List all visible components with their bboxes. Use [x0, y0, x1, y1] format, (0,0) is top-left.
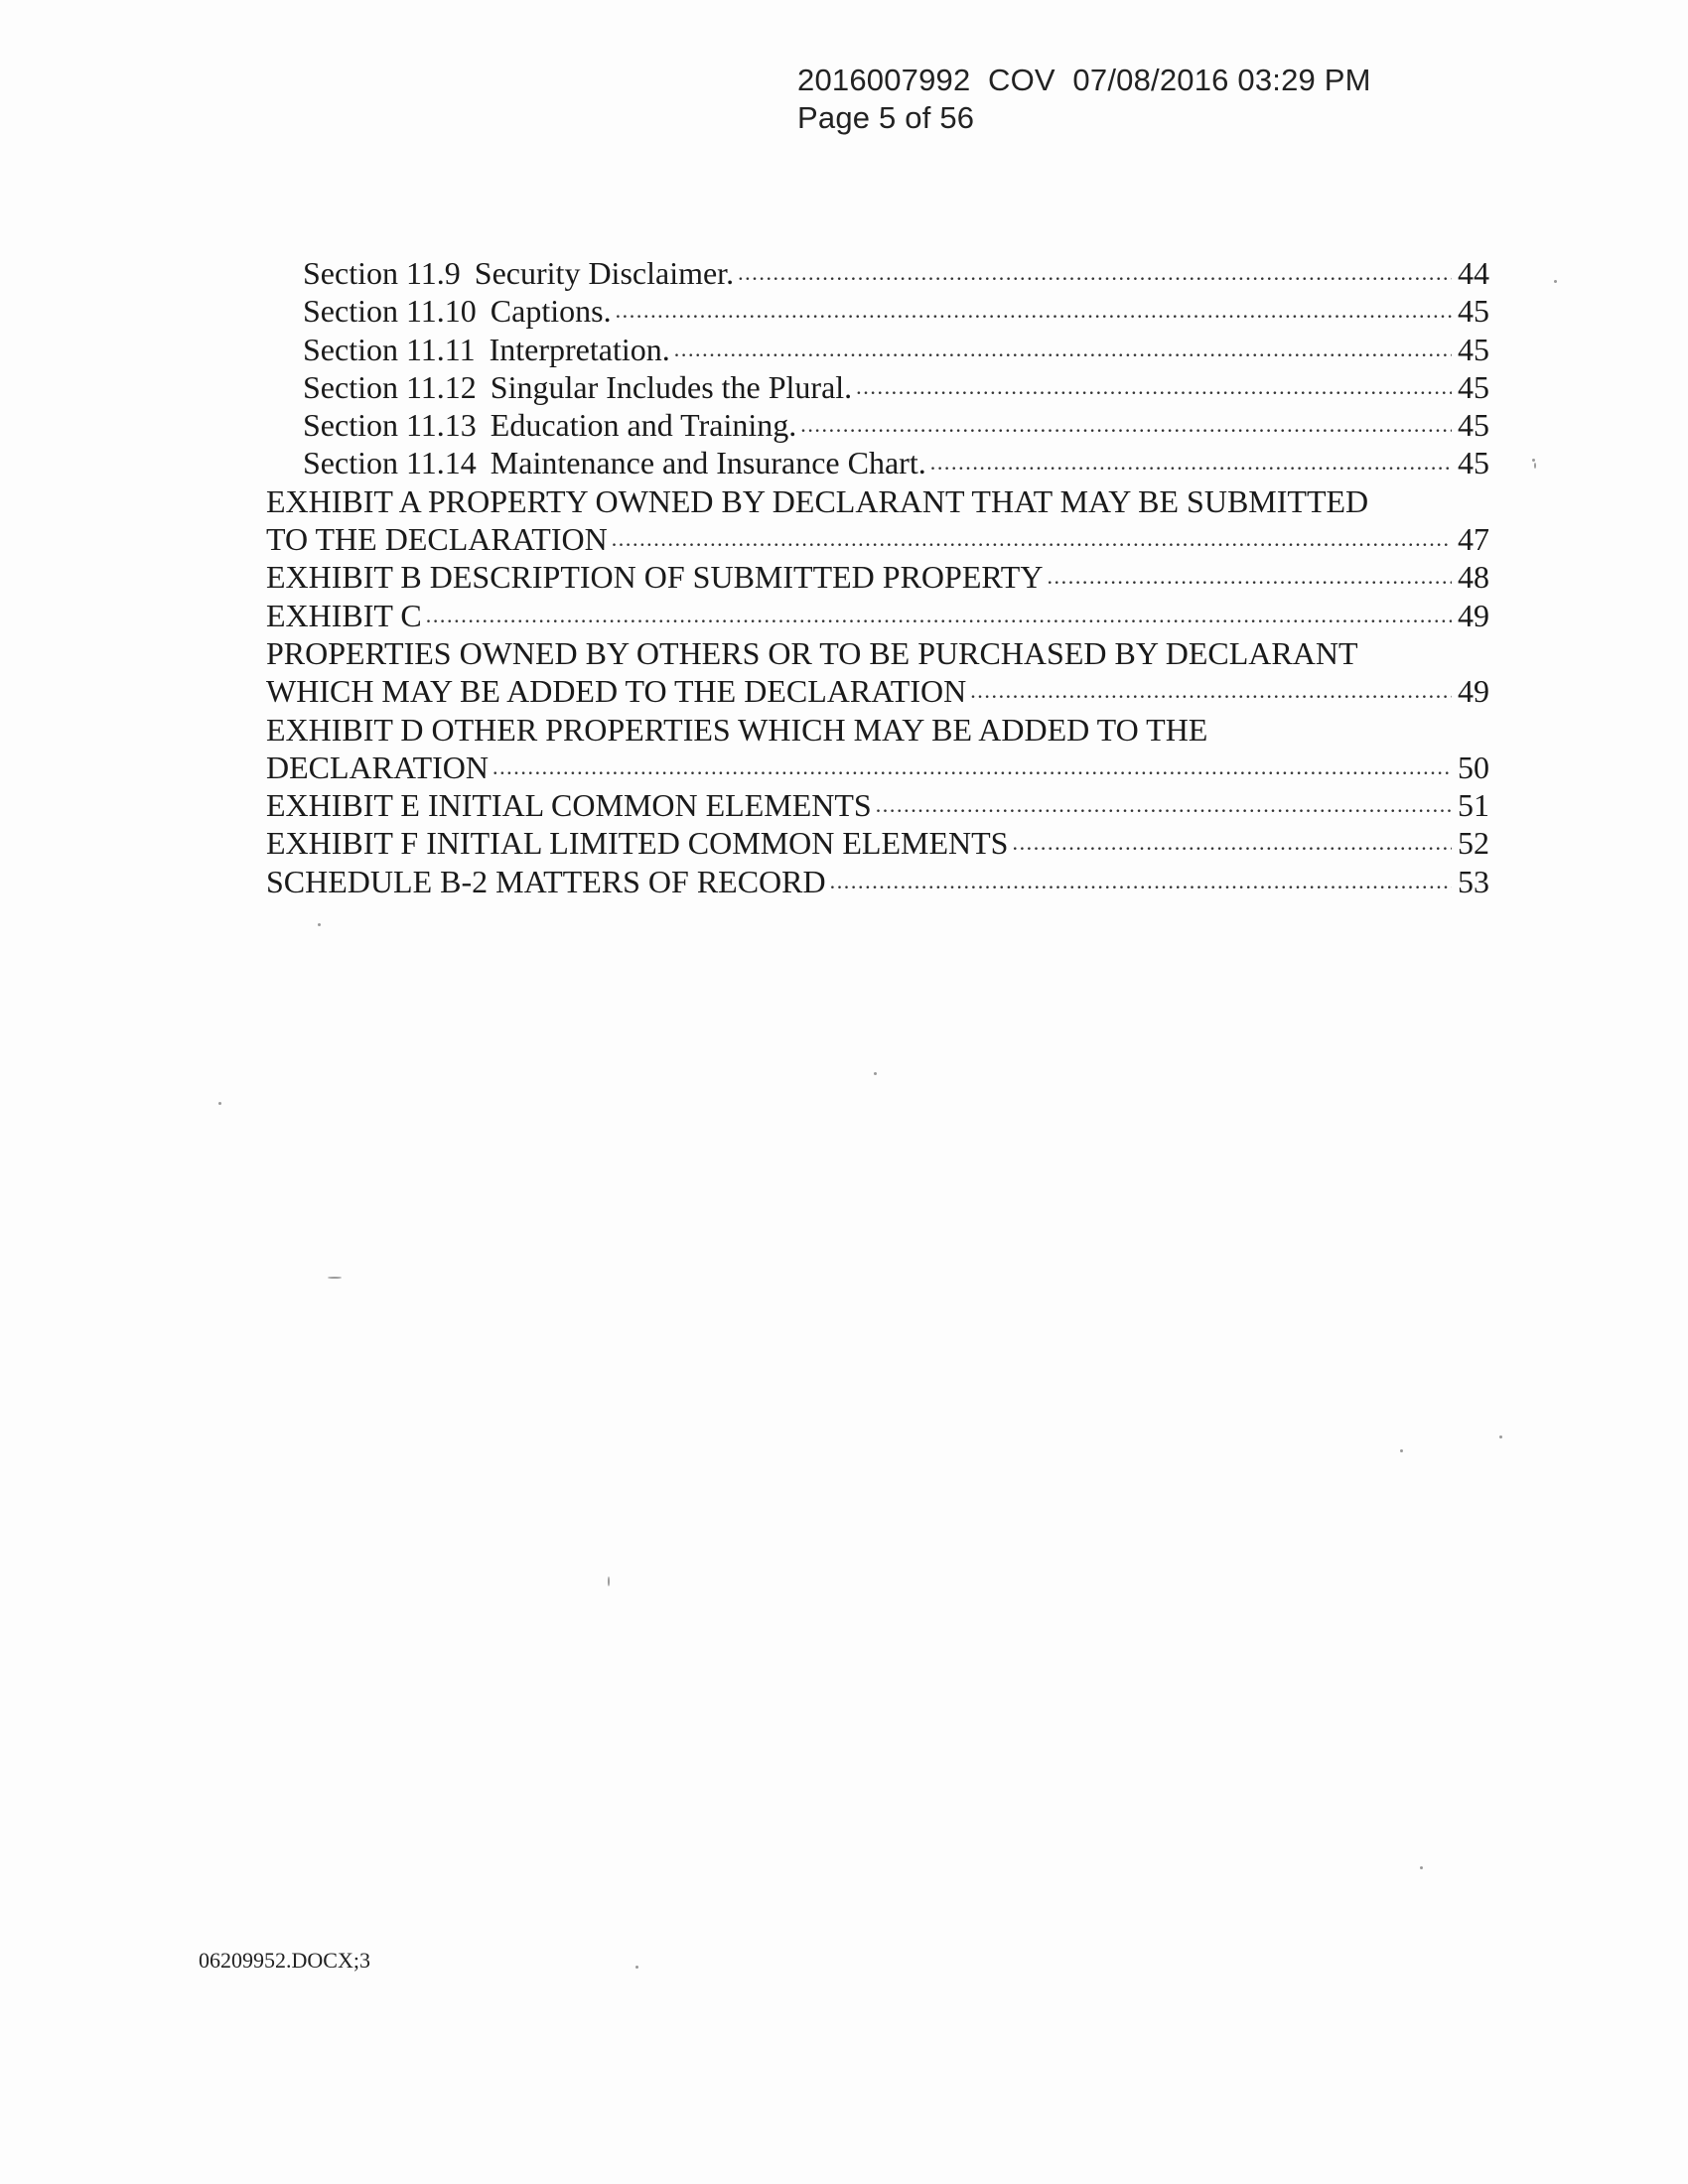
dot-leader [738, 254, 1452, 292]
toc-entry [266, 520, 1489, 558]
scan-speck [1499, 1435, 1502, 1438]
scan-speck [1420, 1866, 1423, 1869]
dot-leader [876, 786, 1452, 824]
toc-page-number: 45 [1458, 293, 1489, 330]
toc-entry-title: SCHEDULE B-2 MATTERS OF RECORD [266, 863, 826, 899]
scan-speck [635, 1966, 638, 1969]
scan-speck [874, 1072, 877, 1075]
toc-entry-title: EXHIBIT A PROPERTY OWNED BY DECLARANT THAT MAY BE SUBMITTED [266, 482, 1369, 519]
toc-entry-title: DECLARATION [266, 749, 489, 785]
toc-section-number: Section 11.10 [303, 293, 477, 330]
scan-speck [1534, 463, 1536, 469]
toc-page-number: 45 [1458, 445, 1489, 481]
toc-entry [266, 672, 1489, 710]
toc-entry [266, 254, 1489, 292]
toc-page-number: 48 [1458, 559, 1489, 596]
toc-page-number: 45 [1458, 331, 1489, 367]
dot-leader [674, 331, 1452, 368]
toc-entry-title: EXHIBIT D OTHER PROPERTIES WHICH MAY BE ADDED TO THE [266, 711, 1208, 748]
toc-entry-title: EXHIBIT F INITIAL LIMITED COMMON ELEMENTS [266, 825, 1009, 862]
toc-section-number: Section 11.13 [303, 407, 477, 444]
toc-section-number: Section 11.14 [303, 445, 477, 481]
scan-speck [1400, 1449, 1403, 1452]
toc-entry [266, 331, 1489, 368]
scan-speck [218, 1102, 221, 1105]
toc-entry-title: PROPERTIES OWNED BY OTHERS OR TO BE PURCHASED BY DECLARANT [266, 634, 1358, 671]
dot-leader [616, 292, 1452, 330]
toc-entry-title: Interpretation. [489, 331, 670, 367]
toc-entry [266, 863, 1489, 900]
dot-leader [970, 672, 1452, 710]
scan-speck [1554, 280, 1557, 283]
toc-entry [266, 558, 1489, 596]
dot-leader [1012, 824, 1452, 862]
toc-section-number: Section 11.12 [303, 368, 477, 405]
scan-speck [608, 1576, 610, 1586]
page-count-line: Page 5 of 56 [797, 100, 975, 135]
toc-page-number: 49 [1458, 597, 1489, 633]
toc-section-number: Section 11.9 [303, 255, 461, 291]
toc-entry-title: EXHIBIT C [266, 597, 422, 633]
toc-page-number: 45 [1458, 407, 1489, 444]
recording-stamp [797, 62, 1371, 137]
recording-number-line: 2016007992 COV 07/08/2016 03:29 PM [797, 63, 1371, 97]
scan-speck [1532, 459, 1535, 462]
toc-entry [266, 824, 1489, 862]
toc-page-number: 49 [1458, 673, 1489, 710]
toc-page-number: 53 [1458, 863, 1489, 899]
toc-page-number: 45 [1458, 368, 1489, 405]
toc-page-number: 44 [1458, 255, 1489, 291]
toc-entry-title: WHICH MAY BE ADDED TO THE DECLARATION [266, 673, 967, 710]
dot-leader [612, 520, 1452, 558]
toc-entry-title: EXHIBIT B DESCRIPTION OF SUBMITTED PROPERTY [266, 559, 1044, 596]
dot-leader [1047, 558, 1452, 596]
toc-entry [266, 749, 1489, 786]
toc-entry-title: Captions. [490, 293, 612, 330]
toc-entry-title: Education and Training. [490, 407, 797, 444]
dot-leader [426, 597, 1452, 634]
toc-entry-continued [266, 711, 1489, 749]
table-of-contents [266, 254, 1489, 900]
scan-speck [318, 923, 321, 926]
toc-entry-title: TO THE DECLARATION [266, 521, 608, 558]
toc-entry [266, 368, 1489, 406]
toc-entry [266, 786, 1489, 824]
toc-entry [266, 292, 1489, 330]
toc-entry-continued [266, 634, 1489, 672]
scan-speck [328, 1277, 342, 1279]
dot-leader [930, 444, 1452, 481]
toc-entry [266, 406, 1489, 444]
dot-leader [830, 863, 1452, 900]
toc-page-number: 47 [1458, 521, 1489, 558]
toc-entry-title: Security Disclaimer. [474, 255, 735, 291]
dot-leader [856, 368, 1452, 406]
toc-entry-title: Singular Includes the Plural. [490, 368, 853, 405]
toc-entry [266, 597, 1489, 634]
toc-entry [266, 444, 1489, 481]
toc-page-number: 52 [1458, 825, 1489, 862]
dot-leader [492, 749, 1452, 786]
toc-section-number: Section 11.11 [303, 331, 476, 367]
toc-page-number: 51 [1458, 787, 1489, 824]
toc-entry-title: EXHIBIT E INITIAL COMMON ELEMENTS [266, 787, 872, 824]
dot-leader [800, 406, 1452, 444]
toc-entry-title: Maintenance and Insurance Chart. [490, 445, 926, 481]
toc-entry-continued [266, 482, 1489, 520]
toc-page-number: 50 [1458, 749, 1489, 785]
document-id-footer: 06209952.DOCX;3 [199, 1948, 370, 1973]
